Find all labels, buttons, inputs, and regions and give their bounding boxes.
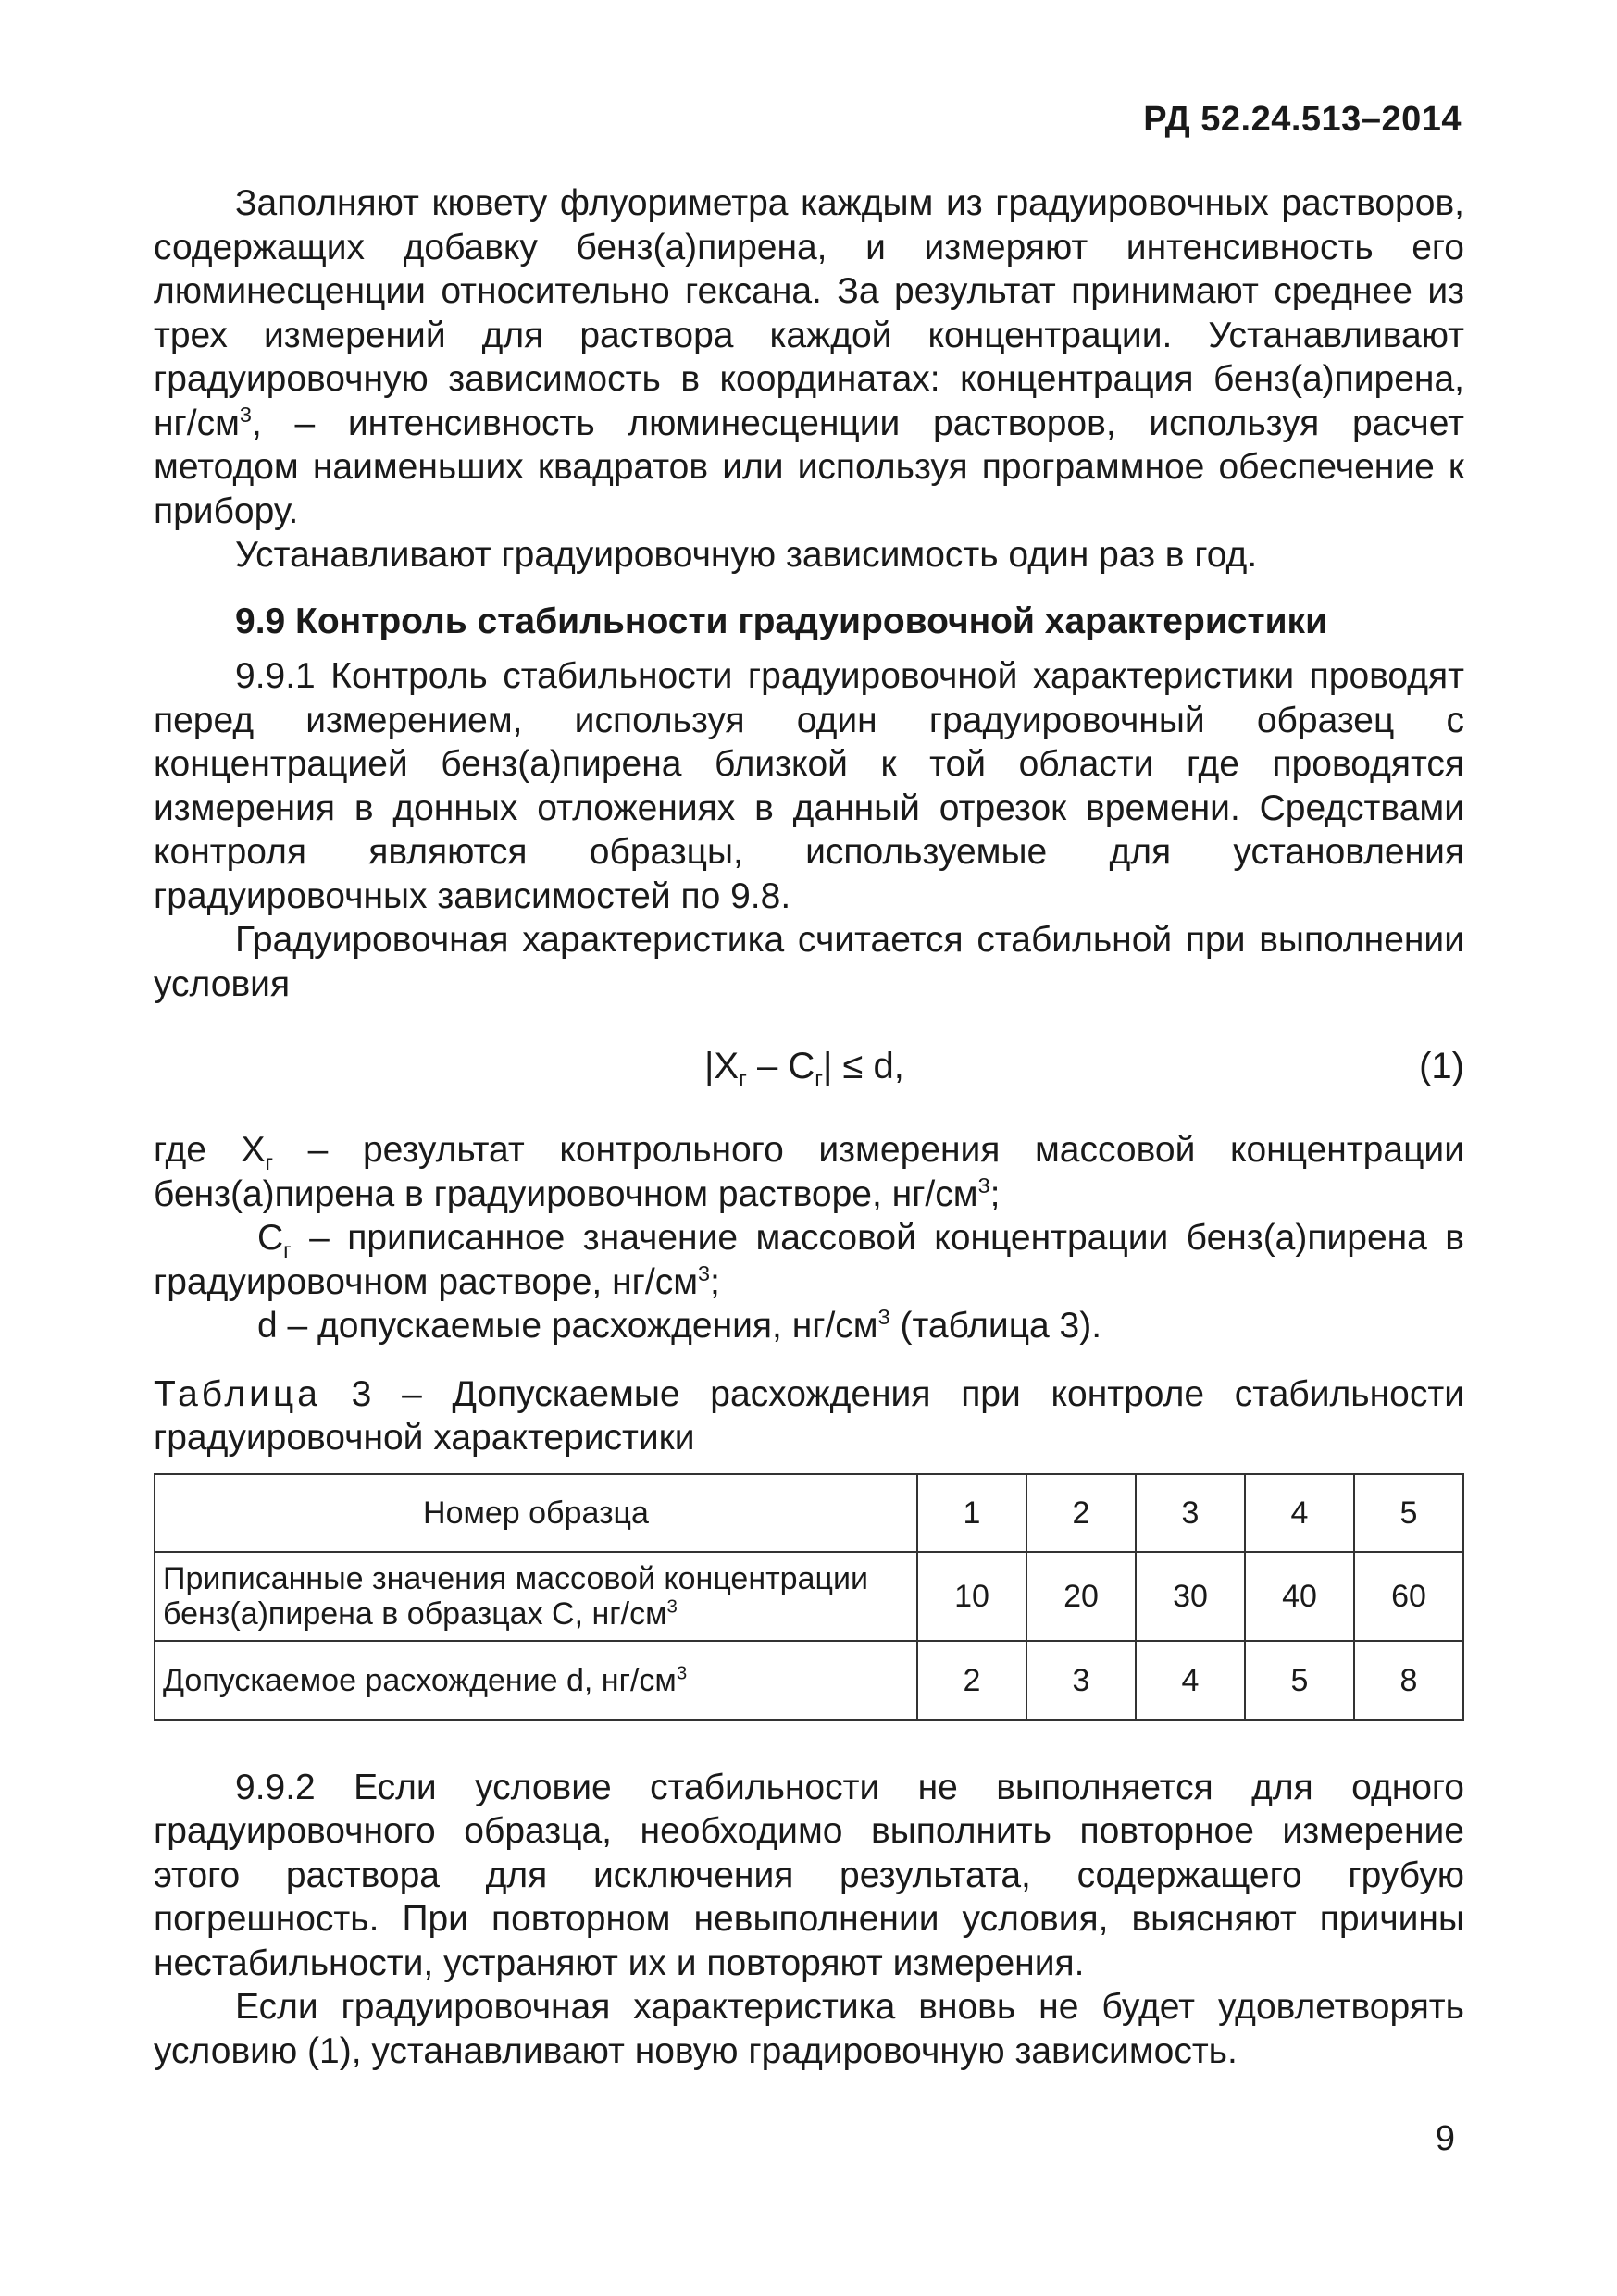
table-caption (154, 1372, 1464, 1460)
where-x-definition (154, 1128, 1464, 1216)
where-d-definition (154, 1304, 1464, 1348)
where-x-sup: 3 (977, 1173, 990, 1198)
header-value-cell: 1 (917, 1474, 1026, 1552)
formula-minus: – (746, 1046, 789, 1086)
paragraph-once-a-year: Устанавливают градуировочную зависимость один раз в год. (235, 535, 1258, 575)
where-d-end: (таблица 3). (889, 1306, 1102, 1346)
formula-c-sub: г (815, 1067, 823, 1092)
row2-value-cell: 5 (1245, 1641, 1354, 1720)
formula-1 (704, 1045, 904, 1092)
formula-rest: ≤ d, (832, 1046, 904, 1086)
paragraph-new-dependency: Если градуировочная характеристика вновь не будет удовлетворять условию (1), устанавливают новую градировочную зависимость. (154, 1987, 1464, 2071)
where-x-prefix: где X (154, 1130, 266, 1170)
row1-value-cell: 40 (1245, 1552, 1354, 1641)
where-c-sup: 3 (698, 1260, 711, 1285)
row2-value-cell: 4 (1136, 1641, 1245, 1720)
superscript-3: 3 (239, 402, 252, 427)
page-number: 9 (1435, 2119, 1455, 2158)
where-c-text: – приписанное значение массовой концентрации бенз(а)пирена в градуировочном растворе, нг/см (154, 1218, 1464, 1302)
row2-value-cell: 8 (1354, 1641, 1463, 1720)
page-content (154, 181, 1464, 2073)
table-row-allowed-deviation (155, 1641, 1463, 1720)
where-x-text: – результат контрольного измерения массовой концентрации бенз(а)пирена в градуировочном растворе, нг/см (154, 1130, 1464, 1214)
row1-value-cell: 30 (1136, 1552, 1245, 1641)
header-value-cell: 5 (1354, 1474, 1463, 1552)
row1-label-text: Приписанные значения массовой концентрации бенз(а)пирена в образцах С, нг/см (163, 1560, 868, 1632)
row1-value-cell: 20 (1026, 1552, 1136, 1641)
row2-label-sup: 3 (676, 1663, 688, 1684)
table-3 (154, 1473, 1464, 1721)
paragraph-stability-condition: Градуировочная характеристика считается стабильной при выполнении условия (154, 920, 1464, 1004)
formula-row (154, 1030, 1464, 1104)
table-caption-rest: 3 – Допускаемые расхождения при контроле стабильности градуировочной характеристики (154, 1373, 1464, 1458)
header-label-cell: Номер образца (155, 1474, 917, 1552)
paragraph-intro-tail: , – интенсивность люминесценции растворов, используя расчет методом наименьших квадратов или используя программное обеспечение к прибору. (154, 403, 1464, 531)
where-x-end: ; (989, 1173, 1001, 1214)
formula-x: X (714, 1046, 740, 1086)
where-c-definition (154, 1216, 1464, 1304)
section-heading-9-9: 9.9 Контроль стабильности градуировочной характеристики (235, 601, 1328, 641)
table-row-assigned-values (155, 1552, 1463, 1641)
row1-value-cell: 10 (917, 1552, 1026, 1641)
row1-label-sup: 3 (666, 1596, 678, 1618)
table-header-row (155, 1474, 1463, 1552)
table-caption-word: Таблица (154, 1373, 321, 1414)
formula-bar-left: | (704, 1046, 715, 1086)
where-c-prefix: C (257, 1218, 284, 1258)
row1-value-cell: 60 (1354, 1552, 1463, 1641)
header-value-cell: 2 (1026, 1474, 1136, 1552)
where-x-sub: г (265, 1149, 274, 1174)
paragraph-intro (154, 181, 1464, 533)
paragraph-9-9-2: 9.9.2 Если условие стабильности не выполняется для одного градуировочного образца, необходимо выполнить повторное измерение этого раствора для исключения результата, содержащего грубую погрешность. При повторном невыполнении условия, выясняют причины нестабильности, устраняют их и повторяют измерения. (154, 1767, 1464, 1983)
header-value-cell: 3 (1136, 1474, 1245, 1552)
row1-label-cell (155, 1552, 917, 1641)
header-value-cell: 4 (1245, 1474, 1354, 1552)
row2-value-cell: 3 (1026, 1641, 1136, 1720)
row2-label-text: Допускаемое расхождение d, нг/см (163, 1662, 677, 1698)
document-code: РД 52.24.513–2014 (1143, 100, 1462, 139)
where-d-sup: 3 (877, 1305, 890, 1329)
paragraph-9-9-1: 9.9.1 Контроль стабильности градуировочной характеристики проводят перед измерением, используя один градуировочный образец с концентрацией бенз(а)пирена близкой к той области где проводятся измерения в донных отложениях в данный отрезок времени. Средствами контроля являются образцы, используемые для установления градуировочных зависимостей по 9.8. (154, 656, 1464, 916)
formula-number: (1) (1419, 1046, 1464, 1086)
where-c-sub: г (283, 1237, 292, 1262)
formula-bar-right: | (822, 1046, 833, 1086)
where-d-text: d – допускаемые расхождения, нг/см (257, 1306, 878, 1346)
paragraph-intro-text: Заполняют кювету флуориметра каждым из градуировочных растворов, содержащих добавку бенз(а)пирена, и измеряют интенсивность его люминесценции относительно гексана. За результат принимают среднее из трех измерений для раствора каждой концентрации. Устанавливают градуировочную зависимость в координатах: концентрация бенз(а)пирена, нг/см (154, 183, 1464, 443)
formula-x-sub: г (739, 1067, 747, 1092)
row2-value-cell: 2 (917, 1641, 1026, 1720)
where-c-end: ; (710, 1261, 720, 1302)
row2-label-cell (155, 1641, 917, 1720)
formula-c: C (788, 1046, 815, 1086)
